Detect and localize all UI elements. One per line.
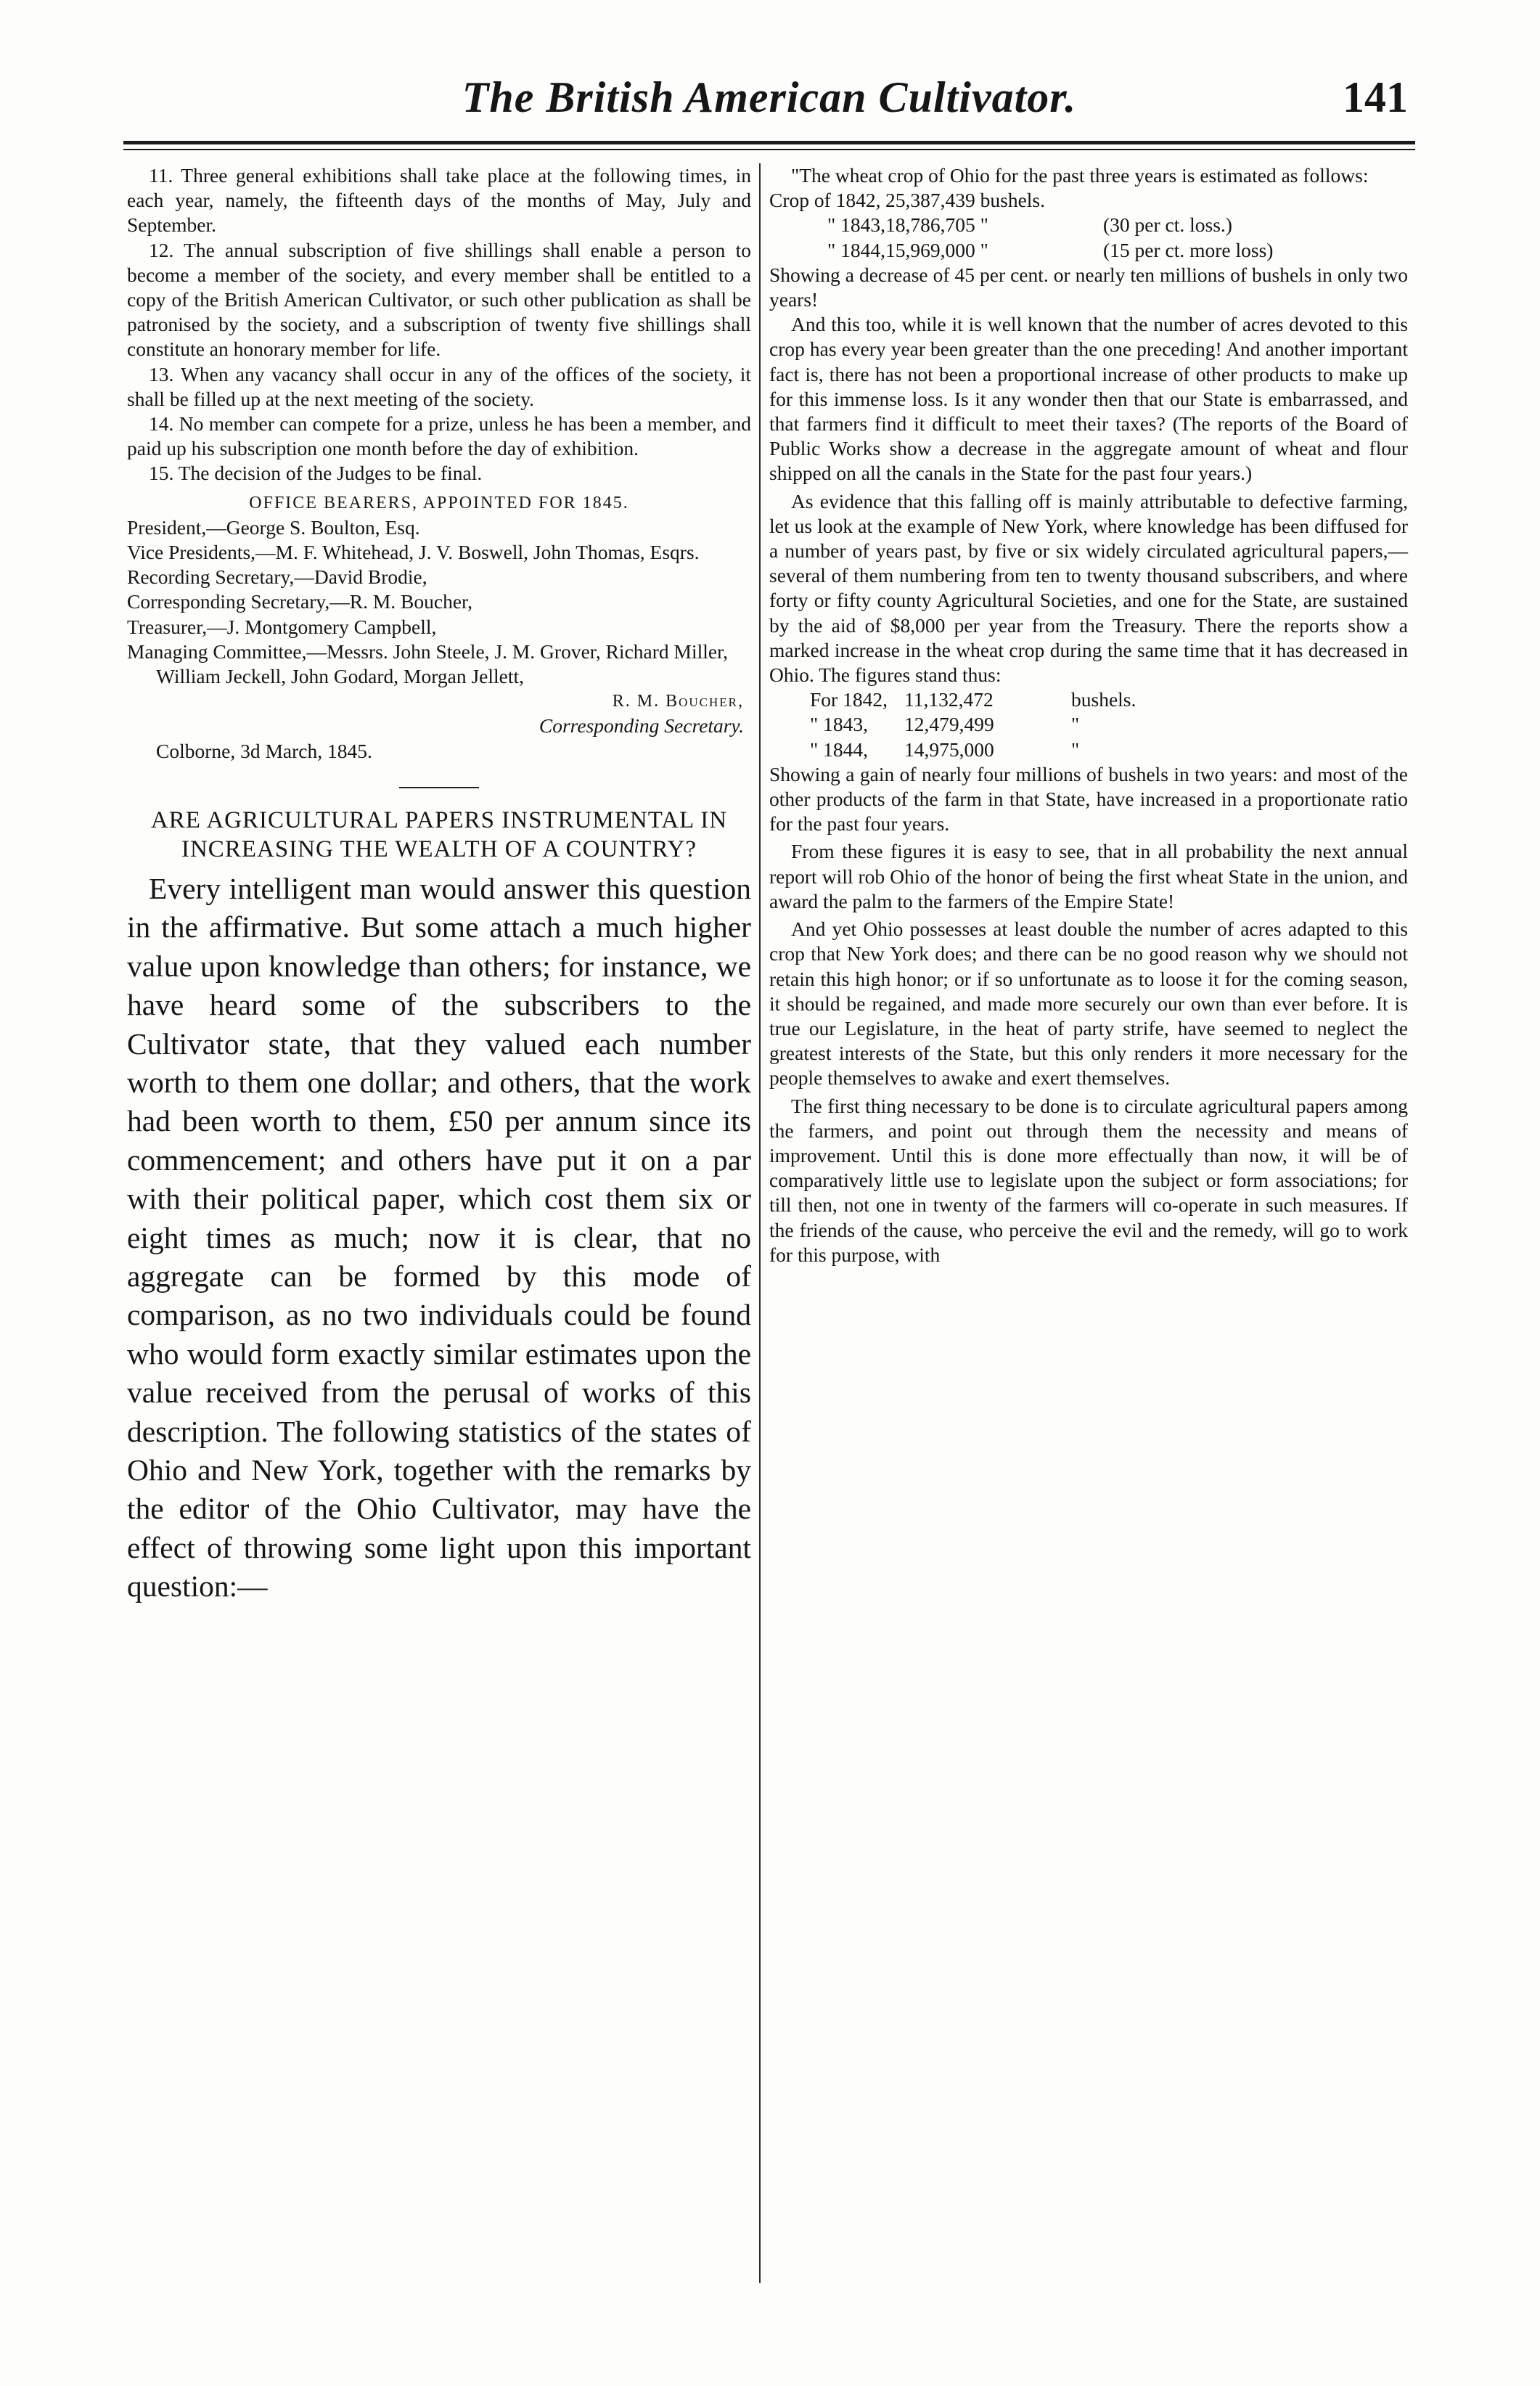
officer-corresponding-secretary: Corresponding Secretary,—R. M. Boucher, bbox=[127, 590, 472, 613]
rule-14: 14. No member can compete for a prize, unless he has been a member, and paid up his subscription one month before the day of exhibition. bbox=[127, 412, 751, 460]
signature-name: R. M. Boucher, bbox=[612, 692, 744, 711]
officer-recording-secretary: Recording Secretary,—David Brodie, bbox=[127, 565, 427, 589]
stat-unit: bushels. bbox=[1071, 688, 1136, 711]
crop-label: " 1844, bbox=[827, 238, 885, 261]
stat-unit: " bbox=[1071, 713, 1080, 736]
officers-heading: OFFICE BEARERS, APPOINTED FOR 1845. bbox=[249, 493, 629, 512]
signature-date: Colborne, 3d March, 1845. bbox=[156, 739, 372, 762]
crop-note: (15 per ct. more loss) bbox=[1103, 238, 1274, 261]
header-rule-thin bbox=[123, 149, 1415, 150]
stat-label: For 1842, bbox=[810, 688, 888, 711]
stat-unit: " bbox=[1071, 738, 1080, 761]
crop-value: 25,387,439 bushels. bbox=[885, 189, 1045, 212]
officer-president: President,—George S. Boulton, Esq. bbox=[127, 515, 420, 539]
rule-11: 11. Three general exhibitions shall take place at the following times, in each year, namely, the fifteenth days of the months of May, July and September. bbox=[127, 164, 751, 237]
page-number: 141 bbox=[1343, 73, 1408, 121]
ohio-crop-row bbox=[769, 188, 1408, 213]
paragraph-acres: And this too, while it is well known that the number of acres devoted to this crop has every year been greater than the one preceding! And another important fact is, there has not been a proportional increase of other products to make up for this immense loss. Is it any wonder then that our State is embarrassed, and that farmers find it difficult to meet their taxes? (The reports of the Board of Public Works show a decrease in the aggregate amount of wheat and flour shipped on all the canals in the State for the past four years.) bbox=[769, 313, 1408, 485]
publication-title: The British American Cultivator. bbox=[462, 73, 1077, 121]
ohio-crop-row bbox=[769, 238, 1408, 263]
paragraph-figures: From these figures it is easy to see, that in all probability the next annual report will rob Ohio of the honor of being the first wheat State in the union, and award the palm to the farmers of the Empire State! bbox=[769, 840, 1408, 912]
crop-note: (30 per ct. loss.) bbox=[1103, 213, 1232, 237]
paragraph-decrease: Showing a decrease of 45 per cent. or nearly ten millions of bushels in only two years! bbox=[769, 263, 1408, 311]
rule-13: 13. When any vacancy shall occur in any of the offices of the society, it shall be filled up at the next meeting of the society. bbox=[127, 362, 751, 410]
section-divider bbox=[399, 787, 479, 788]
ohio-intro: "The wheat crop of Ohio for the past three years is estimated as follows: bbox=[791, 164, 1369, 187]
stat-value: 12,479,499 bbox=[904, 713, 994, 736]
officer-treasurer: Treasurer,—J. Montgomery Campbell, bbox=[127, 615, 437, 638]
stat-value: 11,132,472 bbox=[904, 688, 994, 711]
stat-label: " 1843, bbox=[810, 713, 868, 736]
paragraph-gain: Showing a gain of nearly four millions of bushels in two years: and most of the other products of the farm in that State, have increased in a proportionate ratio for the past four years. bbox=[769, 762, 1408, 835]
ny-stat-row bbox=[769, 738, 1408, 762]
header-rule-thick bbox=[123, 141, 1415, 144]
officer-vice-presidents: Vice Presidents,—M. F. Whitehead, J. V. Boswell, John Thomas, Esqrs. bbox=[127, 541, 700, 564]
signature-title: Corresponding Secretary. bbox=[538, 714, 744, 738]
crop-label: Crop of 1842, bbox=[769, 189, 881, 212]
stat-label: " 1844, bbox=[810, 738, 868, 761]
stat-value: 14,975,000 bbox=[904, 738, 994, 761]
paragraph-ohio-acres: And yet Ohio possesses at least double the number of acres adapted to this crop that New York does; and there can be no good reason why we should not retain this high honor; or if so unfortunate as to loose it for the coming season, it should be regained, and made more securely our own than ever before. It is true our Legislature, in the heat of party strife, have seemed to neglect the greatest interests of the State, but this only renders it more necessary for the people themselves to awake and exert themselves. bbox=[769, 918, 1408, 1090]
page-header bbox=[131, 73, 1408, 138]
rule-12: 12. The annual subscription of five shillings shall enable a person to become a member of the society, and every member shall be entitled to a copy of the British American Cultivator, or such other publication as shall be patronised by the society, and a subscription of twenty five shillings shall constitute an honorary member for life. bbox=[127, 238, 751, 361]
ohio-crop-row bbox=[769, 213, 1408, 237]
left-column bbox=[127, 163, 751, 1606]
crop-label: " 1843, bbox=[827, 213, 885, 237]
crop-value: 18,786,705 " bbox=[885, 213, 988, 237]
right-column bbox=[769, 163, 1408, 1267]
paragraph-first-thing: The first thing necessary to be done is to circulate agricultural papers among the farmers, and point out through them the necessity and means of improvement. Until this is done more effectually than now, it will be of comparatively little use to legislate upon the subject or form associations; for till then, not one in twenty of the farmers will co-operate in such measures. If the friends of the cause, who perceive the evil and the remedy, will go to work for this purpose, with bbox=[769, 1094, 1408, 1266]
paragraph-evidence: As evidence that this falling off is mainly attributable to defective farming, let us look at the example of New York, where knowledge has been diffused for a number of years past, by five or six widely circulated agricultural papers,—several of them numbering from ten to twenty thousand subscribers, and where forty or fifty county Agricultural Societies, and one for the State, are sustained by the aid of $8,000 per year from the Treasury. There the reports show a marked increase in the wheat crop during the same time that it has decreased in Ohio. The figures stand thus: bbox=[769, 489, 1408, 687]
ny-stat-row bbox=[769, 687, 1408, 712]
ny-stat-row bbox=[769, 712, 1408, 737]
column-divider bbox=[759, 163, 761, 2283]
officer-managing-committee: Managing Committee,—Messrs. John Steele, J. M. Grover, Richard Miller, William Jeckell, John Godard, Morgan Jellett, bbox=[127, 640, 729, 688]
article-title: ARE AGRICULTURAL PAPERS INSTRUMENTAL IN INCREASING THE WEALTH OF A COUNTRY? bbox=[150, 806, 728, 862]
crop-value: 15,969,000 " bbox=[885, 238, 988, 261]
rule-15: 15. The decision of the Judges to be final. bbox=[149, 462, 483, 485]
article-body: Every intelligent man would answer this question in the affirmative. But some attach a much higher value upon knowledge than others; for instance, we have heard some of the subscribers to the Cultivator state, that they valued each number worth to them one dollar; and others, that the work had been worth to them, £50 per annum since its commencement; and others have put it on a par with their political paper, which cost them six or eight times as much; now it is clear, that no aggregate can be formed by this mode of comparison, as no two individuals could be found who would form exactly similar estimates upon the value received from the perusal of works of this description. The following statistics of the states of Ohio and New York, together with the remarks by the editor of the Ohio Cultivator, may have the effect of throwing some light upon this important question:— bbox=[127, 871, 751, 1603]
